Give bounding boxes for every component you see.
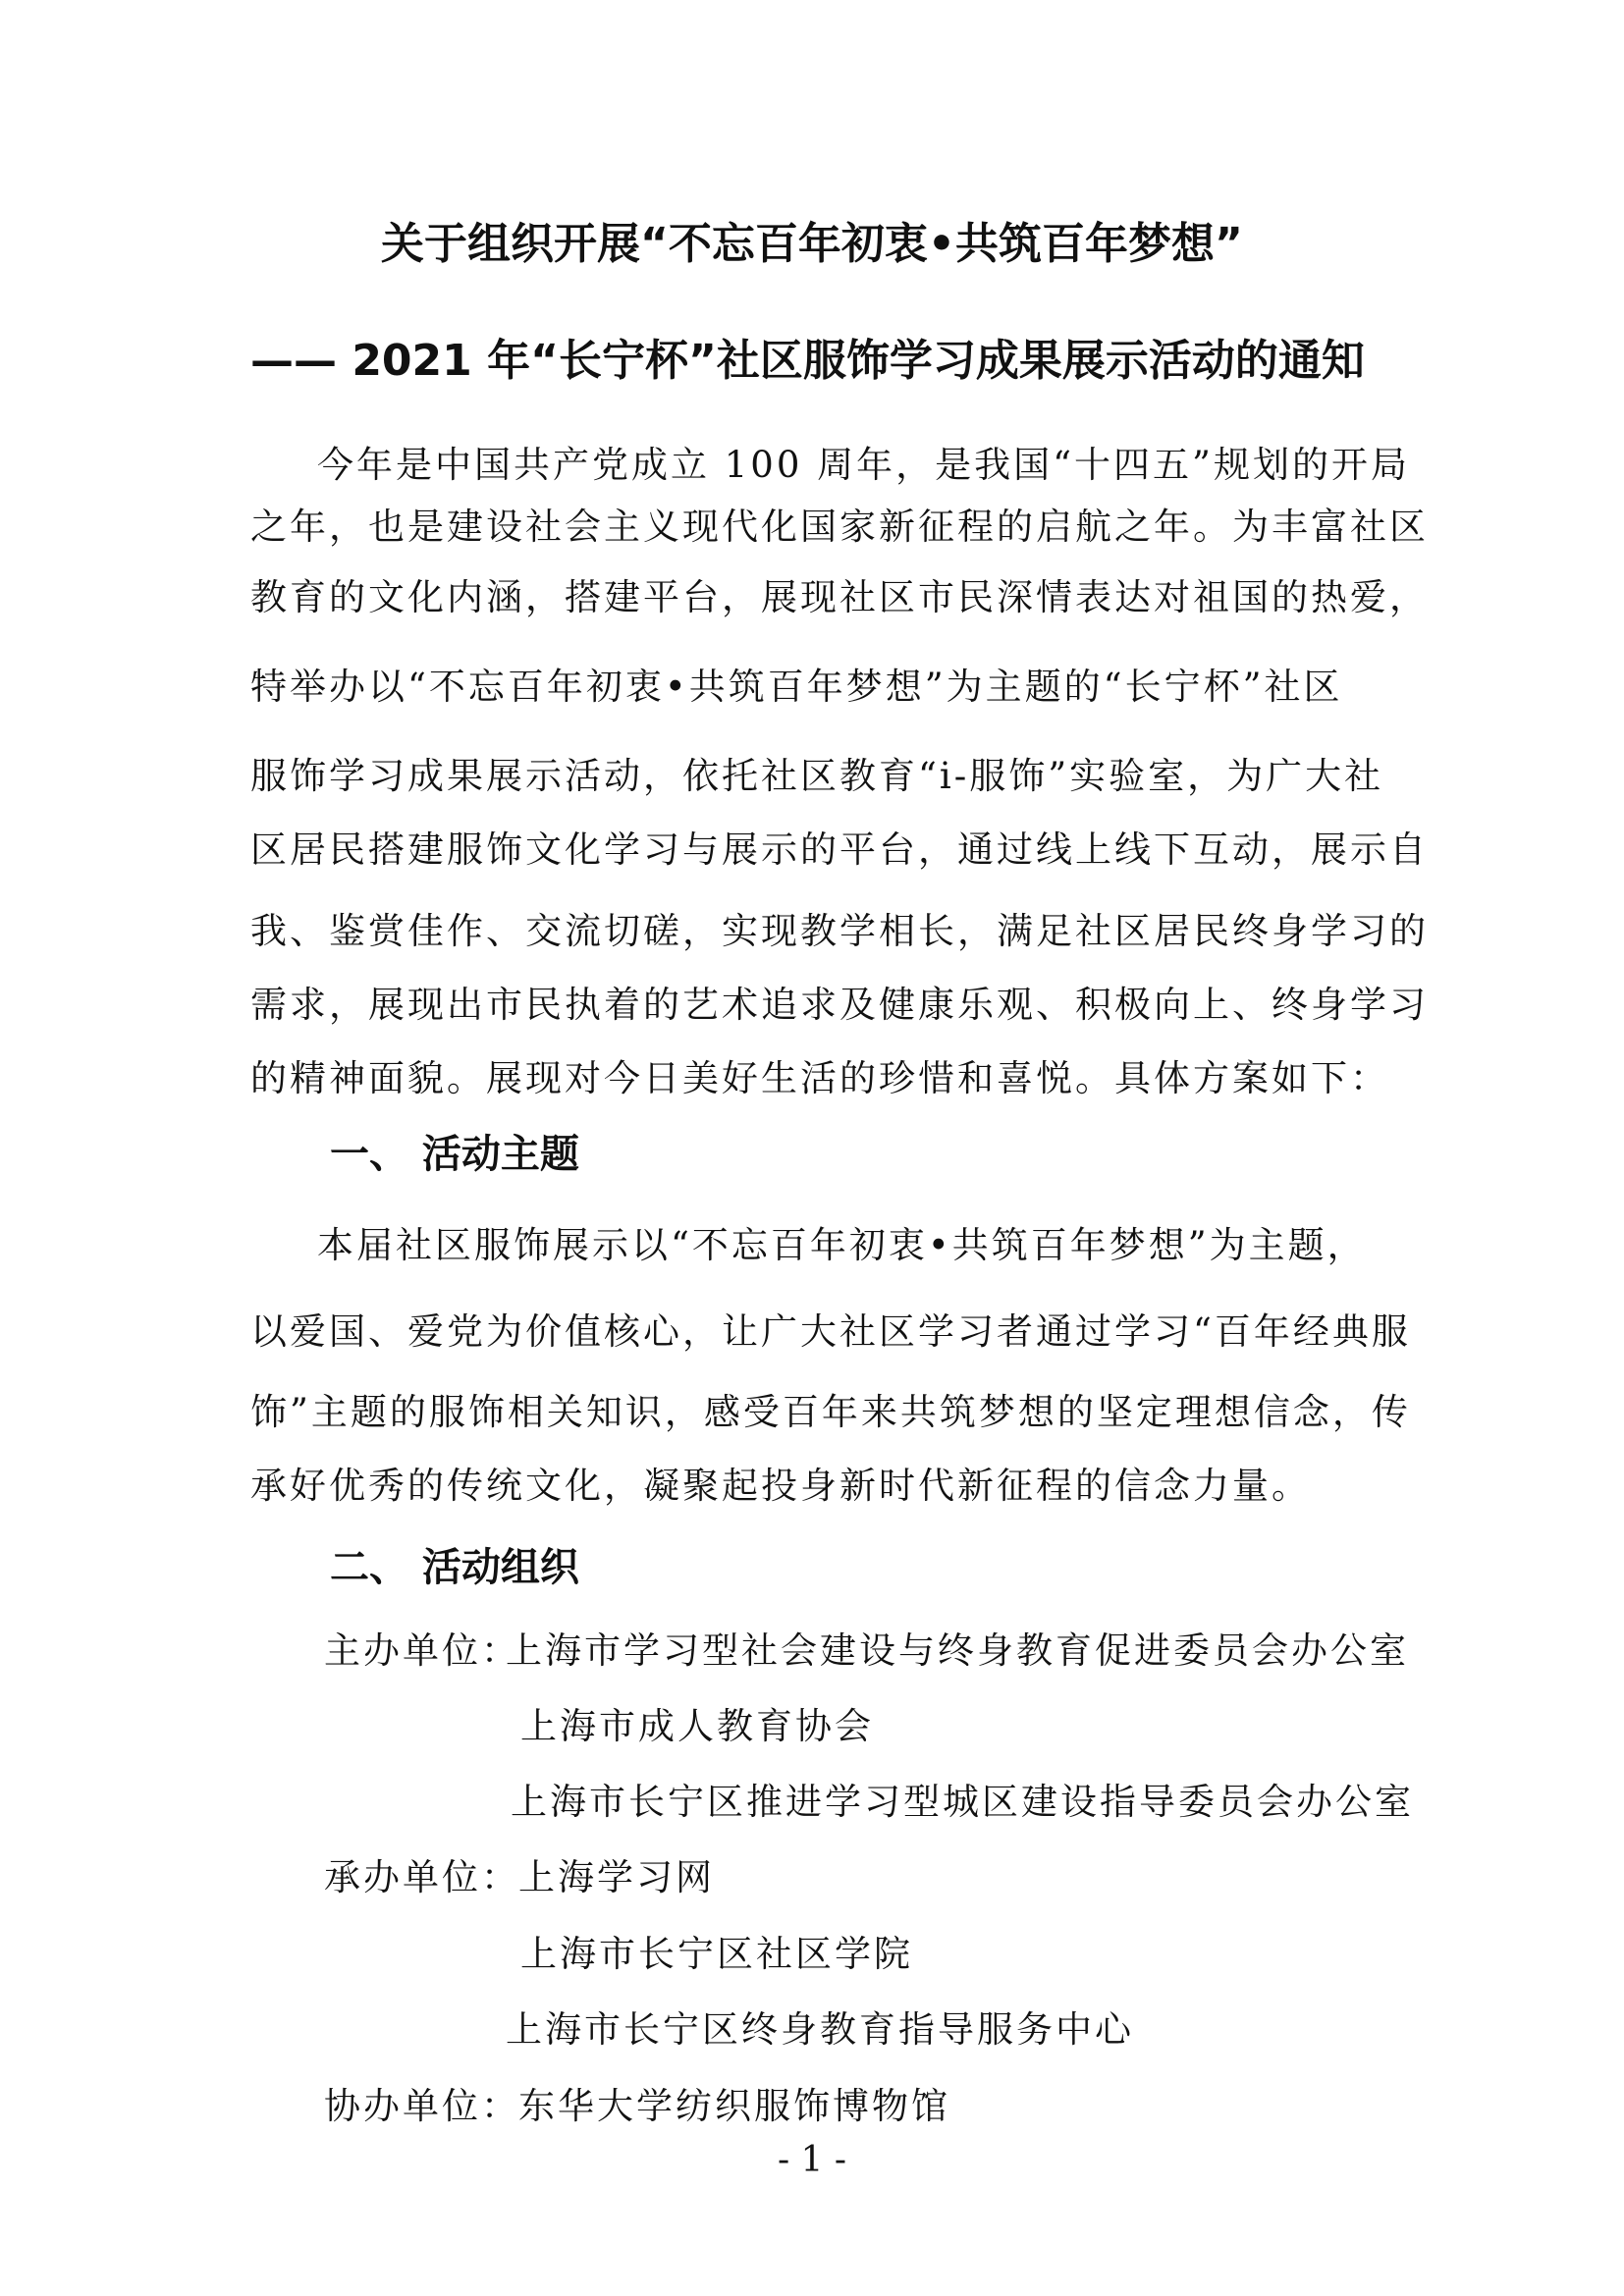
theme-paragraph-line: 本届社区服饰展示以“不忘百年初衷•共筑百年梦想”为主题，: [317, 1224, 1367, 1266]
organizer-unit: 上海市长宁区社区学院: [520, 1933, 913, 1975]
intro-paragraph-line: 服饰学习成果展示活动，依托社区教育“i-服饰”实验室，为广大社: [250, 755, 1384, 797]
intro-paragraph-line: 今年是中国共产党成立 100 周年，是我国“十四五”规划的开局: [317, 444, 1410, 486]
section-heading-theme: 一、 活动主题: [330, 1132, 579, 1177]
co-organizer-unit: 东华大学纺织服饰博物馆: [518, 2085, 950, 2127]
intro-paragraph-line: 教育的文化内涵，搭建平台，展现社区市民深情表达对祖国的热爱，: [250, 576, 1429, 618]
theme-paragraph-line: 饰”主题的服饰相关知识，感受百年来共筑梦想的坚定理想信念，传: [250, 1391, 1411, 1433]
organizer-unit: 上海市长宁区终身教育指导服务中心: [506, 2008, 1134, 2051]
intro-paragraph-line: 区居民搭建服饰文化学习与展示的平台，通过线上线下互动，展示自: [250, 828, 1429, 871]
host-unit: 上海市学习型社会建设与终身教育促进委员会办公室: [506, 1629, 1409, 1672]
document-title-line-1: 关于组织开展“不忘百年初衷•共筑百年梦想”: [381, 219, 1243, 269]
host-unit: 上海市成人教育协会: [520, 1705, 874, 1747]
theme-paragraph-line: 以爱国、爱党为价值核心，让广大社区学习者通过学习“百年经典服: [250, 1310, 1411, 1353]
document-title-line-2: —— 2021 年“长宁杯”社区服饰学习成果展示活动的通知: [250, 336, 1365, 386]
organizer-unit: 上海学习网: [518, 1856, 715, 1898]
organizer-label: 承办单位：: [324, 1856, 520, 1898]
page-number: - 1 -: [777, 2140, 847, 2180]
host-label: 主办单位：: [324, 1629, 520, 1672]
intro-paragraph-line: 的精神面貌。展现对今日美好生活的珍惜和喜悦。具体方案如下：: [250, 1057, 1389, 1099]
intro-paragraph-line: 需求，展现出市民执着的艺术追求及健康乐观、积极向上、终身学习: [250, 984, 1429, 1026]
intro-paragraph-line: 我、鉴赏佳作、交流切磋，实现教学相长，满足社区居民终身学习的: [250, 910, 1429, 952]
section-heading-organization: 二、 活动组织: [330, 1545, 579, 1590]
intro-paragraph-line: 特举办以“不忘百年初衷•共筑百年梦想”为主题的“长宁杯”社区: [250, 666, 1343, 708]
host-unit: 上海市长宁区推进学习型城区建设指导委员会办公室: [511, 1781, 1414, 1823]
co-organizer-label: 协办单位：: [324, 2085, 520, 2127]
theme-paragraph-line: 承好优秀的传统文化，凝聚起投身新时代新征程的信念力量。: [250, 1465, 1311, 1507]
intro-paragraph-line: 之年，也是建设社会主义现代化国家新征程的启航之年。为丰富社区: [250, 506, 1429, 548]
